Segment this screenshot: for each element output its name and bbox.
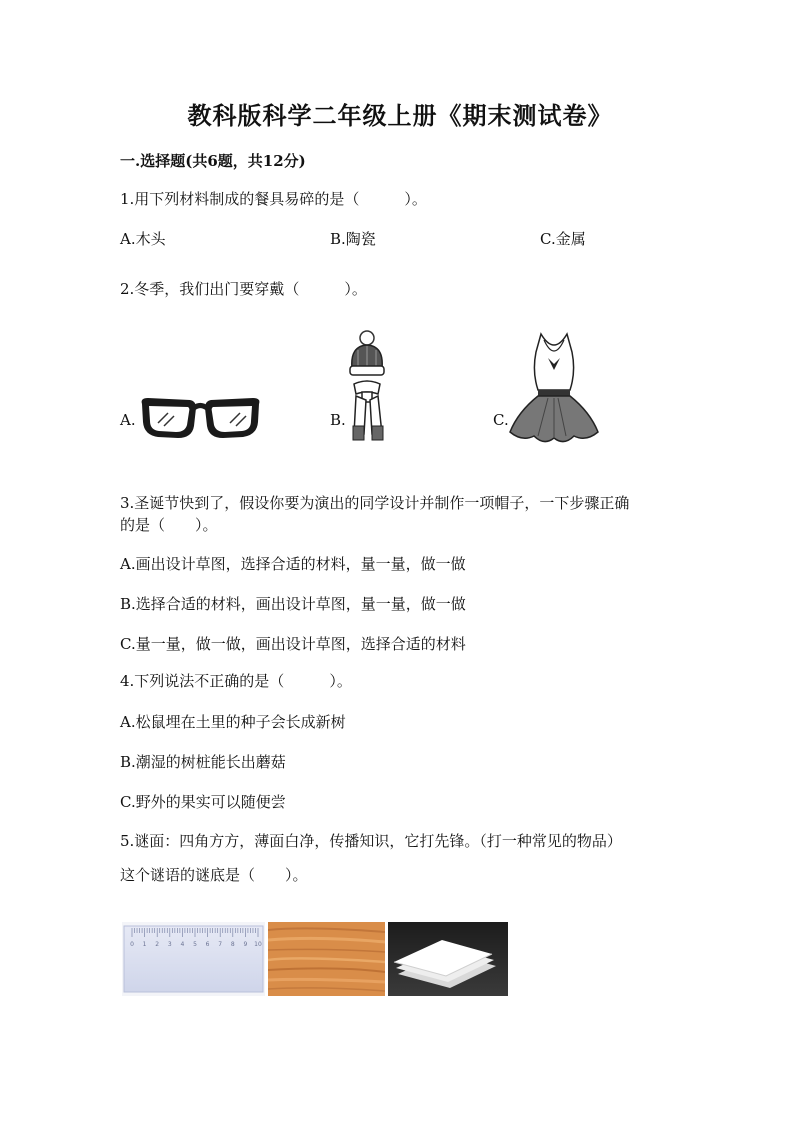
ruler-tick-label: 2 <box>155 941 160 948</box>
q3-option-a[interactable]: A.画出设计草图，选择合适的材料，量一量，做一做 <box>120 555 466 573</box>
q4-option-b[interactable]: B.潮湿的树桩能长出蘑菇 <box>120 753 286 771</box>
ruler-tick-label: 5 <box>193 941 197 948</box>
q3-option-c[interactable]: C.量一量，做一做，画出设计草图，选择合适的材料 <box>120 635 466 653</box>
dress-image <box>508 332 600 450</box>
sunglasses-image <box>138 390 263 445</box>
q1-option-c[interactable]: C.金属 <box>540 230 586 248</box>
ruler-tick-label: 9 <box>243 941 248 948</box>
ruler-tick-label: 4 <box>180 941 185 948</box>
ruler-tick-label: 6 <box>205 941 210 948</box>
question-5-line-2: 这个谜语的谜底是（ ）。 <box>120 866 308 884</box>
wood-board-image <box>268 922 385 996</box>
paper-stack-image <box>388 922 508 996</box>
question-3-line-1: 3.圣诞节快到了，假设你要为演出的同学设计并制作一项帽子，一下步骤正确 <box>120 494 630 512</box>
q3-option-b[interactable]: B.选择合适的材料，画出设计草图，量一量，做一做 <box>120 595 466 613</box>
q2-option-b[interactable]: B. <box>330 411 346 429</box>
ruler-tick-label: 3 <box>167 941 172 948</box>
ruler-tick-label: 7 <box>218 941 223 948</box>
q2-option-a[interactable]: A. <box>120 411 136 429</box>
page-title: 教科版科学二年级上册《期末测试卷》 <box>187 101 613 130</box>
q4-option-c[interactable]: C.野外的果实可以随便尝 <box>120 793 286 811</box>
ruler-image <box>122 922 265 996</box>
q1-option-a[interactable]: A.木头 <box>120 230 166 248</box>
section-heading: 一.选择题(共6题，共12分) <box>120 152 306 170</box>
question-1: 1.用下列材料制成的餐具易碎的是（ ）。 <box>120 190 427 208</box>
ruler-tick-label: 0 <box>130 941 134 948</box>
ruler-tick-label: 10 <box>254 941 262 948</box>
q4-option-a[interactable]: A.松鼠埋在土里的种子会长成新树 <box>120 713 346 731</box>
question-4: 4.下列说法不正确的是（ ）。 <box>120 672 352 690</box>
question-5-line-1: 5.谜面：四角方方，薄面白净，传播知识，它打先锋。（打一种常见的物品） <box>120 832 622 850</box>
hat-and-scarf-image <box>342 330 394 448</box>
question-2: 2.冬季，我们出门要穿戴（ ）。 <box>120 280 367 298</box>
q1-option-b[interactable]: B.陶瓷 <box>330 230 376 248</box>
question-3-line-2: 的是（ ）。 <box>120 516 218 534</box>
q2-option-c[interactable]: C. <box>493 411 509 429</box>
ruler-tick-label: 8 <box>230 941 235 948</box>
ruler-tick-label: 1 <box>142 941 147 948</box>
